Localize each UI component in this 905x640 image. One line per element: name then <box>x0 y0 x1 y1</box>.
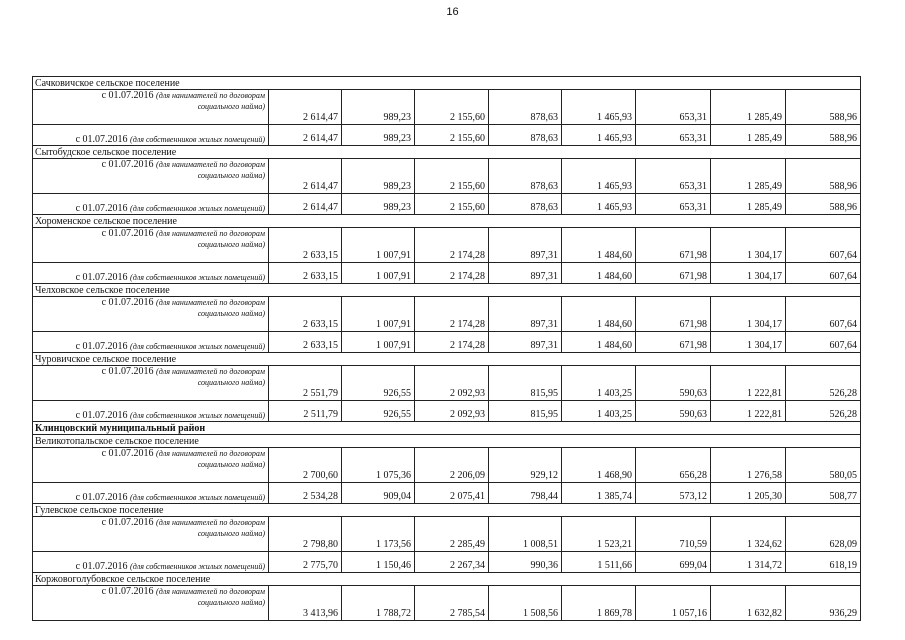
tariff-value-col-1: 2 633,15 <box>269 228 342 263</box>
settlement-header-row <box>33 435 861 448</box>
effective-date: с 01.07.2016 <box>75 492 128 503</box>
row-label <box>33 586 269 621</box>
settlement-title: Гулевское сельское поселение <box>33 504 861 517</box>
tariff-value-col-6: 653,31 <box>636 194 711 215</box>
tariff-value-col-3: 2 075,41 <box>415 483 489 504</box>
tariff-value-col-4: 897,31 <box>489 228 562 263</box>
category-note: (для нанимателей по договорам <box>156 160 265 169</box>
tariff-value-col-4: 897,31 <box>489 332 562 353</box>
category-note-continued: социального найма) <box>197 460 265 469</box>
settlement-header-row <box>33 504 861 517</box>
tariff-value-col-6: 699,04 <box>636 552 711 573</box>
tariff-row-tenants <box>33 366 861 401</box>
tariff-value-col-2: 1 075,36 <box>342 448 415 483</box>
tariff-value-col-2: 989,23 <box>342 159 415 194</box>
tariff-value-col-2: 1 173,56 <box>342 517 415 552</box>
tariff-value-col-1: 2 614,47 <box>269 194 342 215</box>
tariff-value-col-1: 2 633,15 <box>269 297 342 332</box>
tariff-value-col-1: 2 633,15 <box>269 263 342 284</box>
effective-date: с 01.07.2016 <box>101 297 154 308</box>
tariff-row-owners <box>33 194 861 215</box>
settlement-header-row <box>33 284 861 297</box>
tariff-row-tenants <box>33 586 861 621</box>
tariff-row-tenants <box>33 90 861 125</box>
category-note-continued: социального найма) <box>197 529 265 538</box>
tariff-value-col-6: 653,31 <box>636 159 711 194</box>
tariff-row-tenants <box>33 159 861 194</box>
effective-date: с 01.07.2016 <box>101 90 154 101</box>
tariff-value-col-1: 2 551,79 <box>269 366 342 401</box>
tariff-value-col-2: 1 007,91 <box>342 297 415 332</box>
category-note: (для собственников жилых помещений) <box>130 135 265 144</box>
tariff-value-col-5: 1 468,90 <box>562 448 636 483</box>
settlement-title: Хороменское сельское поселение <box>33 215 861 228</box>
tariff-value-col-4: 1 508,56 <box>489 586 562 621</box>
district-title: Клинцовский муниципальный район <box>33 422 861 435</box>
tariff-value-col-7: 1 304,17 <box>711 297 786 332</box>
tariff-value-col-4: 815,95 <box>489 401 562 422</box>
tariff-value-col-1: 2 700,60 <box>269 448 342 483</box>
category-note: (для собственников жилых помещений) <box>130 273 265 282</box>
tariff-value-col-6: 710,59 <box>636 517 711 552</box>
tariff-value-col-8: 607,64 <box>786 332 861 353</box>
effective-date: с 01.07.2016 <box>75 272 128 283</box>
tariff-value-col-3: 2 206,09 <box>415 448 489 483</box>
tariff-value-col-4: 878,63 <box>489 125 562 146</box>
settlement-header-row <box>33 77 861 90</box>
category-note: (для нанимателей по договорам <box>156 587 265 596</box>
tariff-value-col-1: 2 534,28 <box>269 483 342 504</box>
row-label <box>33 297 269 332</box>
tariff-table <box>32 76 861 621</box>
row-label <box>33 401 269 422</box>
tariff-value-col-6: 671,98 <box>636 297 711 332</box>
category-note-continued: социального найма) <box>197 309 265 318</box>
row-label <box>33 366 269 401</box>
row-label <box>33 517 269 552</box>
tariff-value-col-4: 878,63 <box>489 90 562 125</box>
category-note: (для нанимателей по договорам <box>156 229 265 238</box>
tariff-value-col-3: 2 285,49 <box>415 517 489 552</box>
tariff-value-col-4: 815,95 <box>489 366 562 401</box>
tariff-value-col-2: 1 788,72 <box>342 586 415 621</box>
effective-date: с 01.07.2016 <box>75 410 128 421</box>
tariff-row-owners <box>33 552 861 573</box>
tariff-value-col-4: 990,36 <box>489 552 562 573</box>
category-note: (для нанимателей по договорам <box>156 518 265 527</box>
tariff-value-col-2: 1 007,91 <box>342 263 415 284</box>
tariff-value-col-2: 989,23 <box>342 125 415 146</box>
tariff-value-col-5: 1 465,93 <box>562 159 636 194</box>
tariff-value-col-7: 1 285,49 <box>711 194 786 215</box>
tariff-value-col-5: 1 385,74 <box>562 483 636 504</box>
category-note: (для собственников жилых помещений) <box>130 411 265 420</box>
tariff-value-col-1: 2 614,47 <box>269 90 342 125</box>
effective-date: с 01.07.2016 <box>101 159 154 170</box>
tariff-value-col-7: 1 304,17 <box>711 332 786 353</box>
tariff-value-col-8: 588,96 <box>786 125 861 146</box>
tariff-value-col-6: 671,98 <box>636 228 711 263</box>
tariff-row-tenants <box>33 228 861 263</box>
tariff-value-col-1: 2 614,47 <box>269 159 342 194</box>
tariff-value-col-2: 926,55 <box>342 366 415 401</box>
settlement-header-row <box>33 353 861 366</box>
tariff-value-col-8: 526,28 <box>786 401 861 422</box>
tariff-value-col-3: 2 174,28 <box>415 297 489 332</box>
tariff-value-col-6: 653,31 <box>636 90 711 125</box>
tariff-value-col-2: 989,23 <box>342 90 415 125</box>
row-label <box>33 332 269 353</box>
tariff-value-col-8: 607,64 <box>786 228 861 263</box>
category-note-continued: социального найма) <box>197 240 265 249</box>
tariff-value-col-5: 1 403,25 <box>562 401 636 422</box>
tariff-value-col-2: 1 007,91 <box>342 332 415 353</box>
category-note: (для нанимателей по договорам <box>156 367 265 376</box>
settlement-title: Чуровичское сельское поселение <box>33 353 861 366</box>
tariff-value-col-2: 909,04 <box>342 483 415 504</box>
tariff-value-col-8: 607,64 <box>786 263 861 284</box>
tariff-value-col-1: 2 633,15 <box>269 332 342 353</box>
tariff-value-col-8: 580,05 <box>786 448 861 483</box>
category-note: (для собственников жилых помещений) <box>130 562 265 571</box>
tariff-value-col-3: 2 174,28 <box>415 228 489 263</box>
effective-date: с 01.07.2016 <box>101 228 154 239</box>
settlement-header-row <box>33 146 861 159</box>
tariff-row-owners <box>33 332 861 353</box>
effective-date: с 01.07.2016 <box>101 448 154 459</box>
row-label <box>33 263 269 284</box>
settlement-title: Челховское сельское поселение <box>33 284 861 297</box>
row-label <box>33 228 269 263</box>
tariff-value-col-3: 2 155,60 <box>415 194 489 215</box>
row-label <box>33 159 269 194</box>
tariff-value-col-3: 2 092,93 <box>415 366 489 401</box>
tariff-row-tenants <box>33 448 861 483</box>
settlement-title: Коржовоголубовское сельское поселение <box>33 573 861 586</box>
settlement-title: Великотопальское сельское поселение <box>33 435 861 448</box>
tariff-value-col-5: 1 465,93 <box>562 194 636 215</box>
tariff-value-col-8: 526,28 <box>786 366 861 401</box>
tariff-value-col-5: 1 869,78 <box>562 586 636 621</box>
tariff-value-col-7: 1 222,81 <box>711 401 786 422</box>
tariff-value-col-7: 1 222,81 <box>711 366 786 401</box>
effective-date: с 01.07.2016 <box>75 203 128 214</box>
settlement-title: Сачковичское сельское поселение <box>33 77 861 90</box>
row-label <box>33 125 269 146</box>
tariff-value-col-6: 590,63 <box>636 366 711 401</box>
tariff-value-col-8: 936,29 <box>786 586 861 621</box>
tariff-row-owners <box>33 483 861 504</box>
district-header-row <box>33 422 861 435</box>
tariff-value-col-2: 1 150,46 <box>342 552 415 573</box>
tariff-value-col-7: 1 632,82 <box>711 586 786 621</box>
tariff-value-col-8: 588,96 <box>786 159 861 194</box>
settlement-header-row <box>33 573 861 586</box>
tariff-value-col-4: 878,63 <box>489 194 562 215</box>
tariff-row-owners <box>33 401 861 422</box>
tariff-value-col-7: 1 304,17 <box>711 228 786 263</box>
category-note: (для собственников жилых помещений) <box>130 493 265 502</box>
tariff-value-col-2: 926,55 <box>342 401 415 422</box>
tariff-value-col-3: 2 267,34 <box>415 552 489 573</box>
tariff-value-col-6: 656,28 <box>636 448 711 483</box>
tariff-value-col-4: 897,31 <box>489 263 562 284</box>
page-number: 16 <box>446 6 459 18</box>
category-note-continued: социального найма) <box>197 598 265 607</box>
tariff-value-col-2: 989,23 <box>342 194 415 215</box>
category-note: (для нанимателей по договорам <box>156 298 265 307</box>
tariff-value-col-6: 671,98 <box>636 263 711 284</box>
tariff-value-col-6: 653,31 <box>636 125 711 146</box>
tariff-value-col-7: 1 285,49 <box>711 125 786 146</box>
tariff-value-col-2: 1 007,91 <box>342 228 415 263</box>
table-body <box>33 77 861 621</box>
tariff-value-col-5: 1 523,21 <box>562 517 636 552</box>
tariff-value-col-5: 1 484,60 <box>562 297 636 332</box>
tariff-value-col-1: 2 511,79 <box>269 401 342 422</box>
tariff-value-col-4: 798,44 <box>489 483 562 504</box>
tariff-row-owners <box>33 263 861 284</box>
tariff-value-col-5: 1 465,93 <box>562 90 636 125</box>
tariff-value-col-7: 1 205,30 <box>711 483 786 504</box>
tariff-value-col-8: 628,09 <box>786 517 861 552</box>
effective-date: с 01.07.2016 <box>101 366 154 377</box>
tariff-value-col-6: 590,63 <box>636 401 711 422</box>
tariff-value-col-6: 1 057,16 <box>636 586 711 621</box>
category-note: (для собственников жилых помещений) <box>130 204 265 213</box>
tariff-value-col-5: 1 511,66 <box>562 552 636 573</box>
tariff-value-col-3: 2 174,28 <box>415 332 489 353</box>
tariff-value-col-8: 588,96 <box>786 90 861 125</box>
tariff-value-col-7: 1 324,62 <box>711 517 786 552</box>
tariff-value-col-8: 618,19 <box>786 552 861 573</box>
tariff-value-col-7: 1 285,49 <box>711 159 786 194</box>
settlement-title: Сытобудское сельское поселение <box>33 146 861 159</box>
tariff-value-col-5: 1 484,60 <box>562 263 636 284</box>
tariff-value-col-6: 671,98 <box>636 332 711 353</box>
tariff-row-owners <box>33 125 861 146</box>
tariff-value-col-1: 2 614,47 <box>269 125 342 146</box>
tariff-value-col-5: 1 484,60 <box>562 228 636 263</box>
category-note-continued: социального найма) <box>197 102 265 111</box>
tariff-value-col-3: 2 785,54 <box>415 586 489 621</box>
tariff-value-col-7: 1 304,17 <box>711 263 786 284</box>
tariff-value-col-4: 897,31 <box>489 297 562 332</box>
row-label <box>33 90 269 125</box>
tariff-value-col-4: 1 008,51 <box>489 517 562 552</box>
tariff-value-col-3: 2 174,28 <box>415 263 489 284</box>
tariff-value-col-3: 2 155,60 <box>415 159 489 194</box>
tariff-value-col-1: 2 775,70 <box>269 552 342 573</box>
tariff-value-col-3: 2 155,60 <box>415 125 489 146</box>
tariff-value-col-7: 1 276,58 <box>711 448 786 483</box>
tariff-value-col-8: 607,64 <box>786 297 861 332</box>
tariff-value-col-5: 1 403,25 <box>562 366 636 401</box>
effective-date: с 01.07.2016 <box>75 134 128 145</box>
category-note: (для нанимателей по договорам <box>156 449 265 458</box>
tariff-value-col-4: 929,12 <box>489 448 562 483</box>
settlement-header-row <box>33 215 861 228</box>
tariff-value-col-7: 1 314,72 <box>711 552 786 573</box>
tariff-value-col-1: 3 413,96 <box>269 586 342 621</box>
tariff-value-col-8: 508,77 <box>786 483 861 504</box>
tariff-value-col-6: 573,12 <box>636 483 711 504</box>
row-label <box>33 483 269 504</box>
tariff-value-col-7: 1 285,49 <box>711 90 786 125</box>
effective-date: с 01.07.2016 <box>75 341 128 352</box>
tariff-value-col-5: 1 484,60 <box>562 332 636 353</box>
tariff-row-tenants <box>33 297 861 332</box>
effective-date: с 01.07.2016 <box>101 517 154 528</box>
tariff-value-col-8: 588,96 <box>786 194 861 215</box>
tariff-row-tenants <box>33 517 861 552</box>
category-note: (для нанимателей по договорам <box>156 91 265 100</box>
row-label <box>33 552 269 573</box>
row-label <box>33 448 269 483</box>
category-note: (для собственников жилых помещений) <box>130 342 265 351</box>
tariff-value-col-3: 2 155,60 <box>415 90 489 125</box>
category-note-continued: социального найма) <box>197 378 265 387</box>
tariff-value-col-1: 2 798,80 <box>269 517 342 552</box>
category-note-continued: социального найма) <box>197 171 265 180</box>
row-label <box>33 194 269 215</box>
effective-date: с 01.07.2016 <box>75 561 128 572</box>
tariff-value-col-3: 2 092,93 <box>415 401 489 422</box>
tariff-value-col-4: 878,63 <box>489 159 562 194</box>
effective-date: с 01.07.2016 <box>101 586 154 597</box>
tariff-value-col-5: 1 465,93 <box>562 125 636 146</box>
